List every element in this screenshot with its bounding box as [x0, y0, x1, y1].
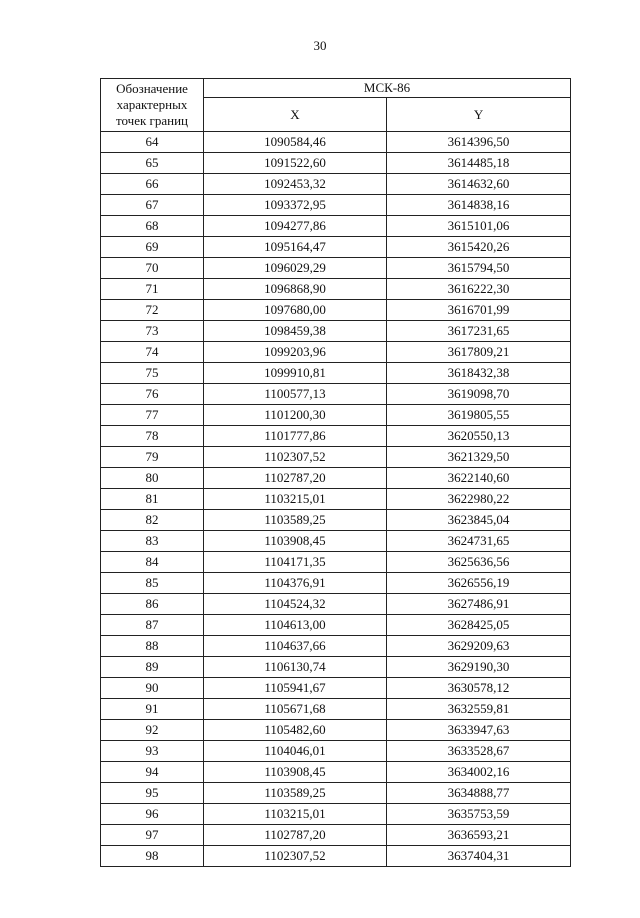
- y-coordinate-cell: 3616222,30: [387, 279, 571, 300]
- y-coordinate-cell: 3621329,50: [387, 447, 571, 468]
- y-coordinate-cell: 3634888,77: [387, 783, 571, 804]
- y-coordinate-cell: 3615101,06: [387, 216, 571, 237]
- table-row: [101, 657, 571, 678]
- x-coordinate-cell: 1092453,32: [204, 174, 387, 195]
- y-coordinate-cell: 3619805,55: [387, 405, 571, 426]
- point-number-cell: 98: [101, 846, 204, 867]
- point-number-cell: 78: [101, 426, 204, 447]
- table-row: [101, 342, 571, 363]
- y-coordinate-cell: 3626556,19: [387, 573, 571, 594]
- x-coordinate-cell: 1104613,00: [204, 615, 387, 636]
- table-row: [101, 846, 571, 867]
- coordinates-table: [100, 78, 571, 867]
- table-row: [101, 153, 571, 174]
- x-coordinate-cell: 1094277,86: [204, 216, 387, 237]
- table-row: [101, 195, 571, 216]
- x-coordinate-cell: 1103589,25: [204, 510, 387, 531]
- point-number-cell: 96: [101, 804, 204, 825]
- x-coordinate-cell: 1101200,30: [204, 405, 387, 426]
- table-row: [101, 783, 571, 804]
- point-number-cell: 90: [101, 678, 204, 699]
- x-coordinate-cell: 1104637,66: [204, 636, 387, 657]
- table-row: [101, 237, 571, 258]
- x-coordinate-cell: 1091522,60: [204, 153, 387, 174]
- table-row: [101, 279, 571, 300]
- table-row: [101, 636, 571, 657]
- table-row: [101, 510, 571, 531]
- x-coordinate-cell: 1103589,25: [204, 783, 387, 804]
- point-number-cell: 77: [101, 405, 204, 426]
- table-row: [101, 804, 571, 825]
- x-coordinate-cell: 1090584,46: [204, 132, 387, 153]
- y-coordinate-cell: 3634002,16: [387, 762, 571, 783]
- point-number-cell: 81: [101, 489, 204, 510]
- point-number-cell: 75: [101, 363, 204, 384]
- y-coordinate-cell: 3617809,21: [387, 342, 571, 363]
- table-row: [101, 594, 571, 615]
- table-row: [101, 489, 571, 510]
- y-coordinate-cell: 3624731,65: [387, 531, 571, 552]
- table-row: [101, 678, 571, 699]
- table-row: [101, 531, 571, 552]
- point-label-header-line: характерных: [116, 97, 188, 112]
- y-coordinate-cell: 3622980,22: [387, 489, 571, 510]
- x-coordinate-cell: 1102307,52: [204, 846, 387, 867]
- x-coordinate-cell: 1105671,68: [204, 699, 387, 720]
- table-row: [101, 741, 571, 762]
- table-row: [101, 300, 571, 321]
- point-number-cell: 68: [101, 216, 204, 237]
- point-label-header-line: точек границ: [115, 113, 189, 128]
- table-row: [101, 552, 571, 573]
- table-row: [101, 720, 571, 741]
- table-row: [101, 405, 571, 426]
- x-coordinate-cell: 1102787,20: [204, 468, 387, 489]
- y-coordinate-cell: 3618432,38: [387, 363, 571, 384]
- point-number-cell: 80: [101, 468, 204, 489]
- x-coordinate-cell: 1105482,60: [204, 720, 387, 741]
- y-coordinate-cell: 3632559,81: [387, 699, 571, 720]
- x-coordinate-cell: 1101777,86: [204, 426, 387, 447]
- point-number-cell: 97: [101, 825, 204, 846]
- table-row: [101, 216, 571, 237]
- x-coordinate-cell: 1104524,32: [204, 594, 387, 615]
- x-coordinate-cell: 1106130,74: [204, 657, 387, 678]
- table-row: [101, 447, 571, 468]
- table-row: [101, 321, 571, 342]
- y-coordinate-cell: 3615420,26: [387, 237, 571, 258]
- y-coordinate-cell: 3614838,16: [387, 195, 571, 216]
- y-coordinate-cell: 3637404,31: [387, 846, 571, 867]
- point-number-cell: 95: [101, 783, 204, 804]
- y-column-header: Y: [387, 98, 571, 132]
- point-number-cell: 66: [101, 174, 204, 195]
- y-coordinate-cell: 3629209,63: [387, 636, 571, 657]
- x-coordinate-cell: 1098459,38: [204, 321, 387, 342]
- table-row: [101, 573, 571, 594]
- x-coordinate-cell: 1099203,96: [204, 342, 387, 363]
- point-number-cell: 73: [101, 321, 204, 342]
- point-number-cell: 69: [101, 237, 204, 258]
- y-coordinate-cell: 3623845,04: [387, 510, 571, 531]
- point-number-cell: 91: [101, 699, 204, 720]
- y-coordinate-cell: 3614632,60: [387, 174, 571, 195]
- point-number-cell: 65: [101, 153, 204, 174]
- point-number-cell: 70: [101, 258, 204, 279]
- x-coordinate-cell: 1102307,52: [204, 447, 387, 468]
- point-number-cell: 83: [101, 531, 204, 552]
- table-row: [101, 468, 571, 489]
- y-coordinate-cell: 3622140,60: [387, 468, 571, 489]
- x-coordinate-cell: 1103215,01: [204, 489, 387, 510]
- x-coordinate-cell: 1096868,90: [204, 279, 387, 300]
- y-coordinate-cell: 3629190,30: [387, 657, 571, 678]
- page-number: 30: [313, 38, 327, 53]
- y-coordinate-cell: 3617231,65: [387, 321, 571, 342]
- point-label-header-line: Обозначение: [116, 81, 188, 96]
- point-number-cell: 94: [101, 762, 204, 783]
- x-coordinate-cell: 1104376,91: [204, 573, 387, 594]
- coordinate-system-header: МСК-86: [204, 79, 571, 98]
- x-coordinate-cell: 1099910,81: [204, 363, 387, 384]
- y-coordinate-cell: 3636593,21: [387, 825, 571, 846]
- x-coordinate-cell: 1095164,47: [204, 237, 387, 258]
- y-coordinate-cell: 3615794,50: [387, 258, 571, 279]
- y-coordinate-cell: 3614396,50: [387, 132, 571, 153]
- point-number-cell: 82: [101, 510, 204, 531]
- table-row: [101, 762, 571, 783]
- point-number-cell: 88: [101, 636, 204, 657]
- x-coordinate-cell: 1102787,20: [204, 825, 387, 846]
- x-coordinate-cell: 1104046,01: [204, 741, 387, 762]
- y-coordinate-cell: 3628425,05: [387, 615, 571, 636]
- y-coordinate-cell: 3619098,70: [387, 384, 571, 405]
- table-row: [101, 615, 571, 636]
- x-coordinate-cell: 1103215,01: [204, 804, 387, 825]
- x-coordinate-cell: 1105941,67: [204, 678, 387, 699]
- y-coordinate-cell: 3635753,59: [387, 804, 571, 825]
- table-row: [101, 174, 571, 195]
- x-coordinate-cell: 1093372,95: [204, 195, 387, 216]
- y-coordinate-cell: 3633528,67: [387, 741, 571, 762]
- point-number-cell: 79: [101, 447, 204, 468]
- x-coordinate-cell: 1100577,13: [204, 384, 387, 405]
- point-number-cell: 67: [101, 195, 204, 216]
- y-coordinate-cell: 3625636,56: [387, 552, 571, 573]
- y-coordinate-cell: 3614485,18: [387, 153, 571, 174]
- point-number-cell: 86: [101, 594, 204, 615]
- table-row: [101, 384, 571, 405]
- point-number-cell: 87: [101, 615, 204, 636]
- y-coordinate-cell: 3627486,91: [387, 594, 571, 615]
- table-row: [101, 825, 571, 846]
- point-number-cell: 92: [101, 720, 204, 741]
- point-number-cell: 85: [101, 573, 204, 594]
- table-body: [101, 132, 571, 867]
- table-row: [101, 426, 571, 447]
- x-coordinate-cell: 1103908,45: [204, 531, 387, 552]
- y-coordinate-cell: 3633947,63: [387, 720, 571, 741]
- x-coordinate-cell: 1097680,00: [204, 300, 387, 321]
- y-coordinate-cell: 3616701,99: [387, 300, 571, 321]
- point-number-cell: 64: [101, 132, 204, 153]
- y-coordinate-cell: 3620550,13: [387, 426, 571, 447]
- point-number-cell: 93: [101, 741, 204, 762]
- point-label-header: [101, 79, 204, 132]
- point-number-cell: 84: [101, 552, 204, 573]
- point-number-cell: 72: [101, 300, 204, 321]
- point-number-cell: 76: [101, 384, 204, 405]
- point-number-cell: 89: [101, 657, 204, 678]
- table-header: [101, 79, 571, 132]
- point-number-cell: 71: [101, 279, 204, 300]
- x-coordinate-cell: 1104171,35: [204, 552, 387, 573]
- table-row: [101, 132, 571, 153]
- x-coordinate-cell: 1096029,29: [204, 258, 387, 279]
- y-coordinate-cell: 3630578,12: [387, 678, 571, 699]
- point-number-cell: 74: [101, 342, 204, 363]
- x-column-header: X: [204, 98, 387, 132]
- table-row: [101, 258, 571, 279]
- table-row: [101, 363, 571, 384]
- table-row: [101, 699, 571, 720]
- x-coordinate-cell: 1103908,45: [204, 762, 387, 783]
